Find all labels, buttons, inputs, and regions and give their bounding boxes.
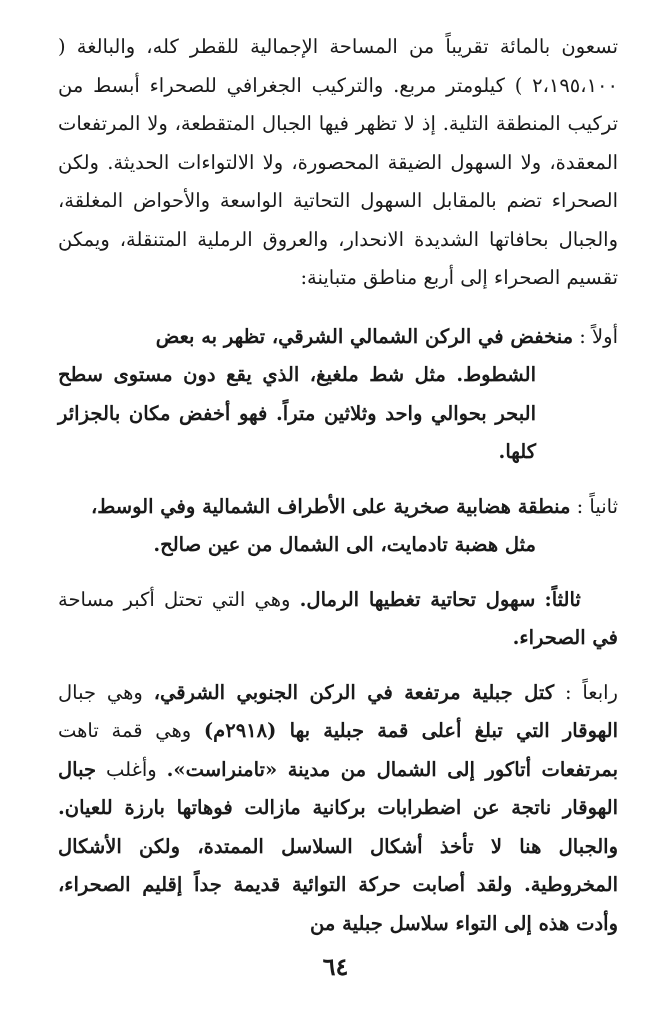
item-normal-text: وهي التي تحتل أكبر مساحة [58, 587, 291, 611]
page-number: ٦٤ [322, 952, 349, 981]
list-item-second [58, 488, 618, 565]
item-continuation: مثل هضبة تادمايت، الى الشمال من عين صالح. [153, 533, 536, 556]
item-continuation: الشطوط. مثل شط ملغيغ، الذي يقع دون مستوى سطح البحر بحوالي واحد وثلاثين متراً. فهو أخفض مكان بالجزائر كلها. [58, 363, 536, 463]
item-label: رابعاً : [564, 680, 618, 704]
item-normal-text-3: وأغلب [106, 757, 157, 781]
item-bold-text-4: جبال الهوقار ناتجة عن اضطرابات بركانية مازالت فوهاتها بارزة للعيان. والجبال هنا لا تأخذ أشكال السلاسل الممتدة، ولكن الأشكال المخروطية. ولقد أصابت حركة التوائية قديمة جداً إقليم الصحراء، وأدت هذه إلى التواء سلاسل جبلية من [58, 757, 618, 935]
page-text [58, 28, 618, 943]
item-label: ثانياً : [576, 494, 618, 518]
list-item-fourth [58, 674, 618, 944]
item-normal-text: وهي جبال [58, 680, 143, 704]
item-bold-text: سهول تحاتية تغطيها الرمال. [299, 587, 536, 611]
item-first-line: منطقة هضابية صخرية على الأطراف الشمالية وفي الوسط، [90, 494, 571, 518]
item-bold-text-2: الهوقار التي تبلغ أعلى قمة جبلية بها (٢٩١٨م) [203, 719, 618, 742]
item-first-line: منخفض في الركن الشمالي الشرقي، تظهر به بعض [155, 324, 574, 348]
item-normal-text-2: وهي قمة تاهت [58, 719, 192, 742]
item-bold-text-3: بمرتفعات أتاكور إلى الشمال من مدينة «تامنراست». [166, 757, 618, 781]
list-item-third [58, 581, 618, 658]
item-bold-tail: في الصحراء. [512, 626, 618, 649]
item-bold-text: كتل جبلية مرتفعة في الركن الجنوبي الشرقي، [153, 680, 555, 704]
intro-paragraph: تسعون بالمائة تقريباً من المساحة الإجمالية للقطر كله، والبالغة ( ٢،١٩٥،١٠٠ ) كيلومتر مربع. والتركيب الجغرافي للصحراء أبسط من تركيب المنطقة التلية. إذ لا تظهر فيها الجبال المتقطعة، ولا المرتفعات المعقدة، ولا السهول الضيقة المحصورة، ولا الالتواءات الحديثة. ولكن الصحراء تضم بالمقابل السهول التحاتية الواسعة والأحواض المغلقة، والجبال بحافاتها الشديدة الانحدار، والعروق الرملية المتنقلة، ويمكن تقسيم الصحراء إلى أربع مناطق متباينة: [58, 35, 618, 289]
item-label: ثالثاً: [544, 587, 581, 611]
list-item-first [58, 318, 618, 472]
item-label: أولاً : [579, 324, 618, 348]
